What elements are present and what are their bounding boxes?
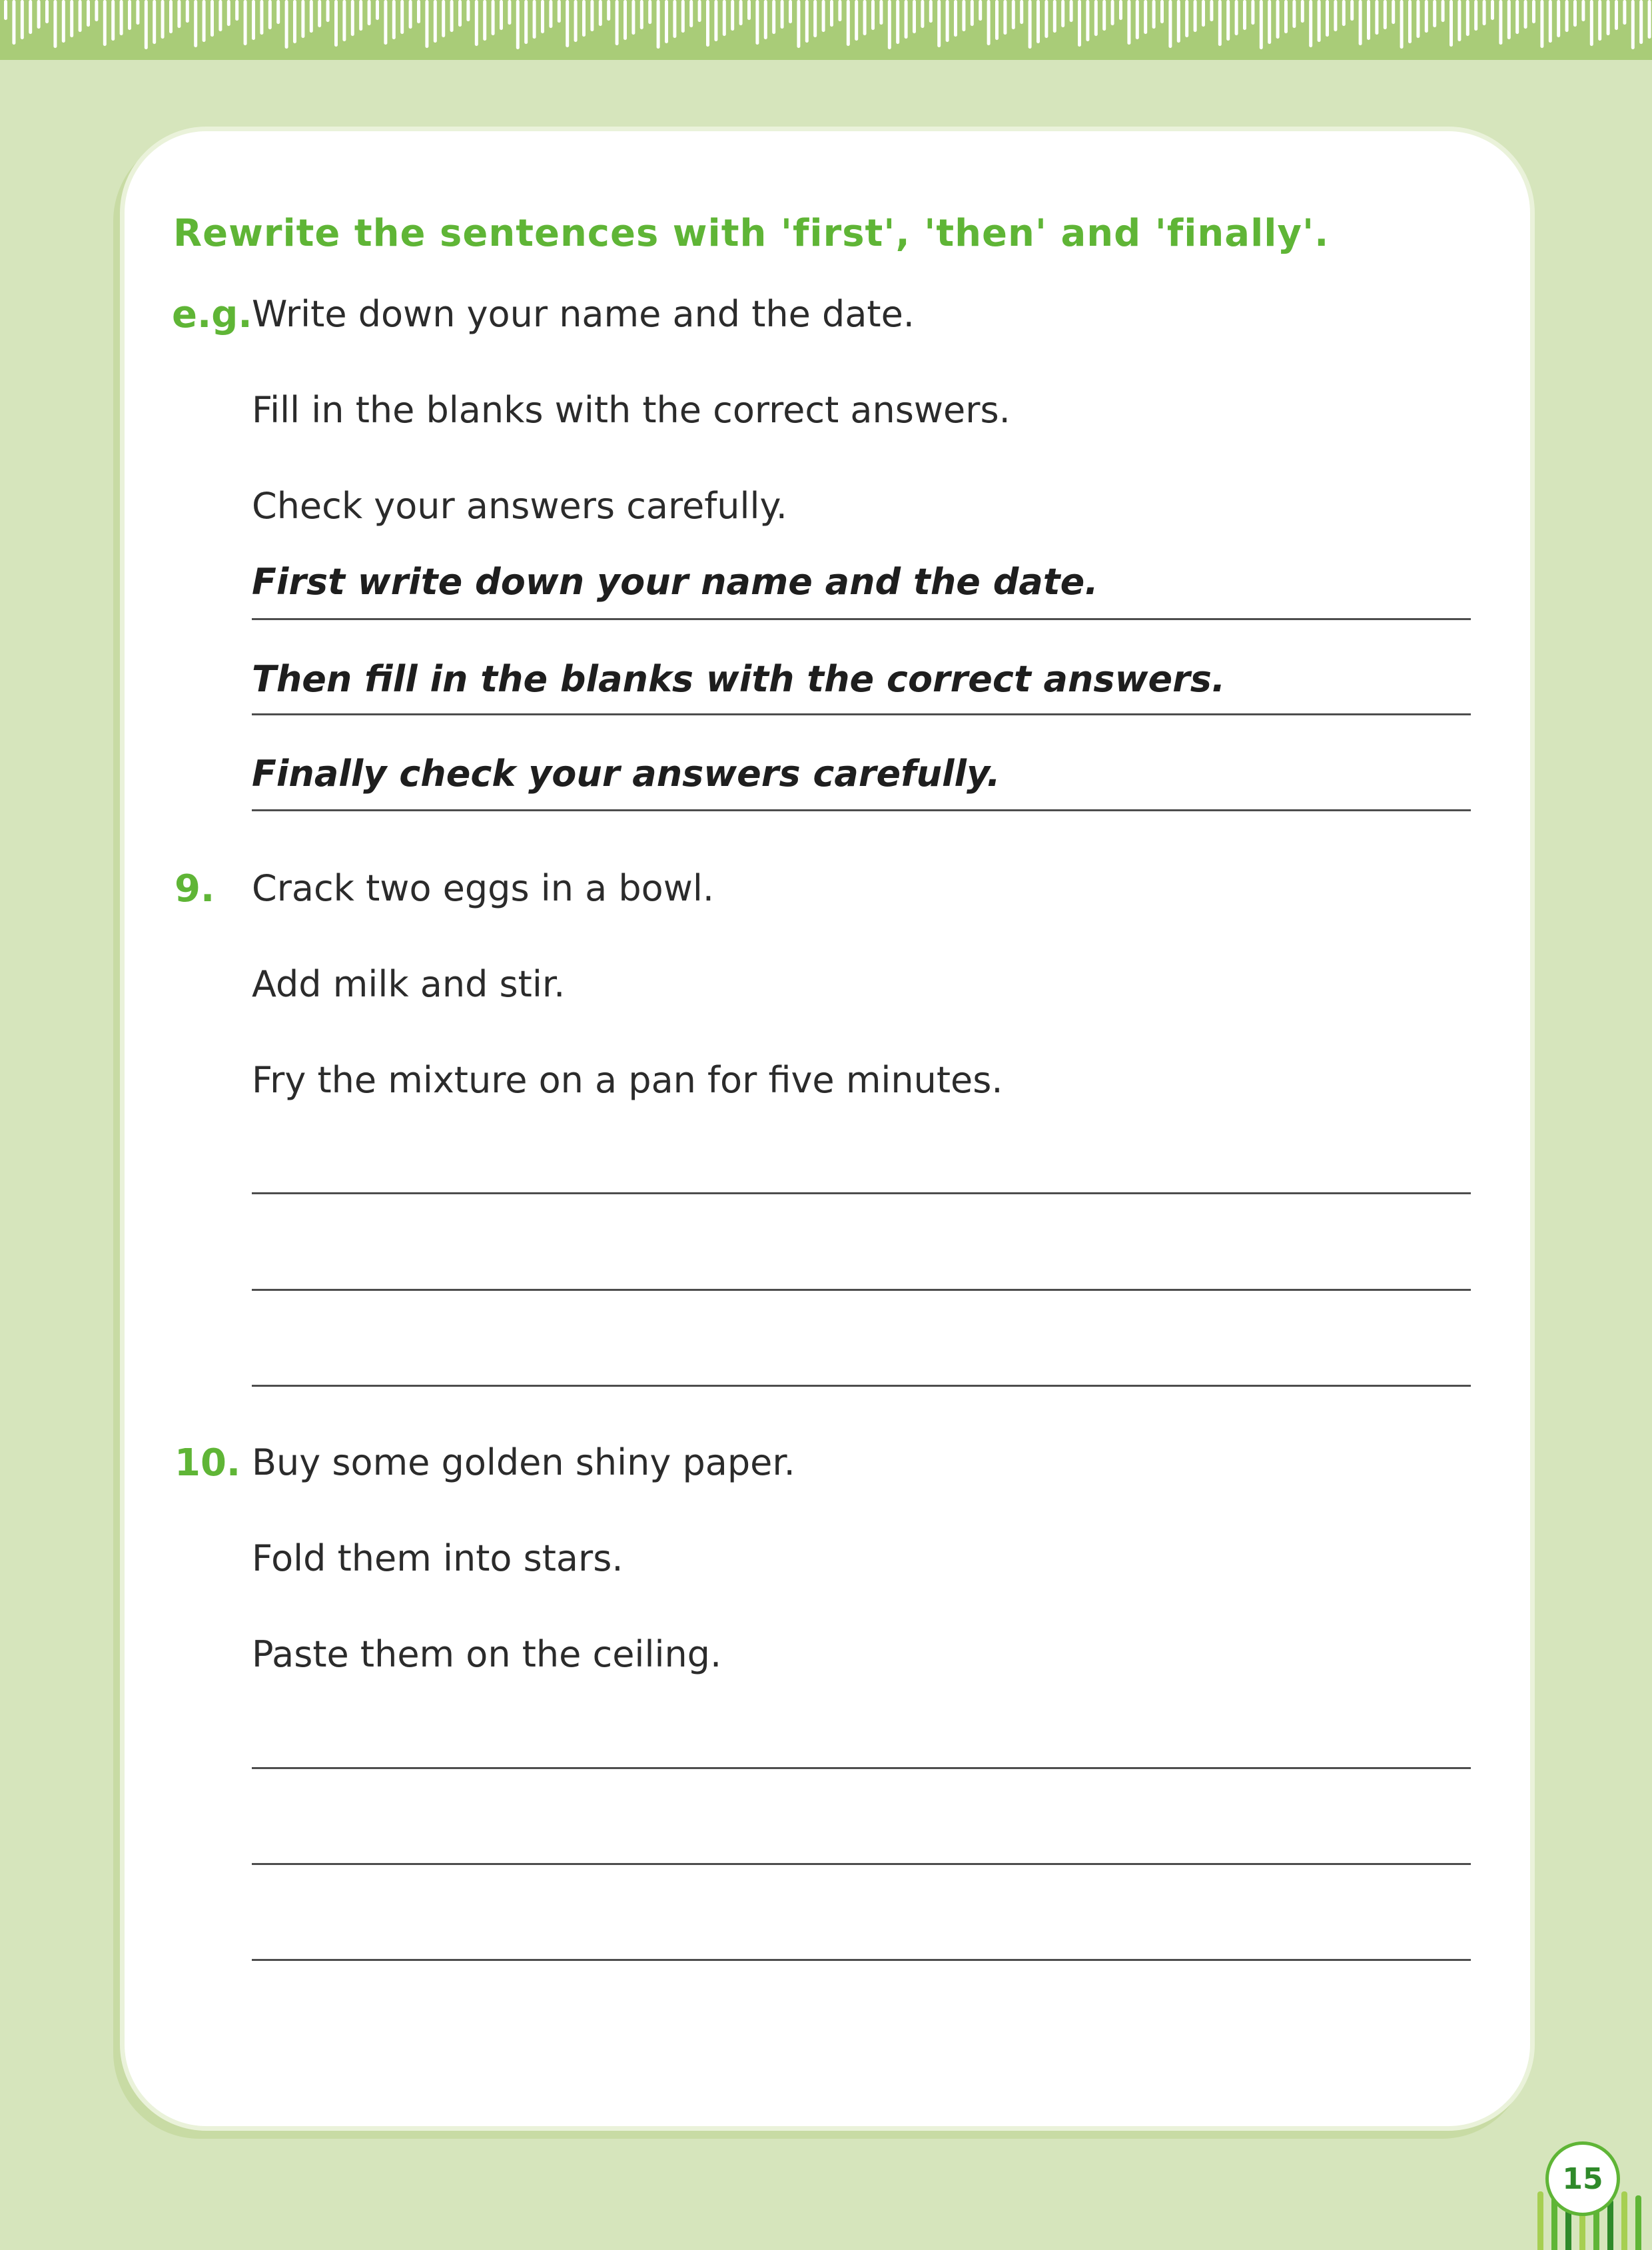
example-sentence-2: Fill in the blanks with the correct answers. [252, 389, 1011, 431]
question-9-sentence-1: Crack two eggs in a bowl. [252, 867, 715, 909]
answer-line[interactable] [252, 1192, 1471, 1194]
instruction-heading: Rewrite the sentences with 'first', 'then' and 'finally'. [173, 212, 1330, 255]
question-10-sentence-2: Fold them into stars. [252, 1537, 623, 1579]
example-sentence-3: Check your answers carefully. [252, 485, 787, 527]
answer-line [252, 713, 1471, 715]
question-9-sentence-2: Add milk and stir. [252, 963, 566, 1005]
question-number-10: 10. [175, 1441, 241, 1485]
answer-line [252, 618, 1471, 620]
top-stripe-border [0, 0, 1652, 60]
answer-line[interactable] [252, 1863, 1471, 1865]
example-label: e.g. [172, 293, 252, 336]
question-10-sentence-1: Buy some golden shiny paper. [252, 1441, 795, 1483]
question-9-sentence-3: Fry the mixture on a pan for five minutes. [252, 1059, 1003, 1101]
answer-line[interactable] [252, 1289, 1471, 1291]
example-answer-1: First write down your name and the date. [252, 561, 1098, 603]
answer-line[interactable] [252, 1767, 1471, 1769]
answer-line[interactable] [252, 1385, 1471, 1387]
answer-line[interactable] [252, 1959, 1471, 1961]
example-answer-3: Finally check your answers carefully. [252, 753, 1001, 795]
example-answer-2: Then fill in the blanks with the correct answers. [252, 658, 1226, 700]
page-number-badge: 15 [1545, 2141, 1620, 2216]
answer-line [252, 809, 1471, 811]
example-sentence-1: Write down your name and the date. [252, 293, 915, 335]
question-10-sentence-3: Paste them on the ceiling. [252, 1633, 722, 1675]
question-number-9: 9. [175, 867, 215, 911]
